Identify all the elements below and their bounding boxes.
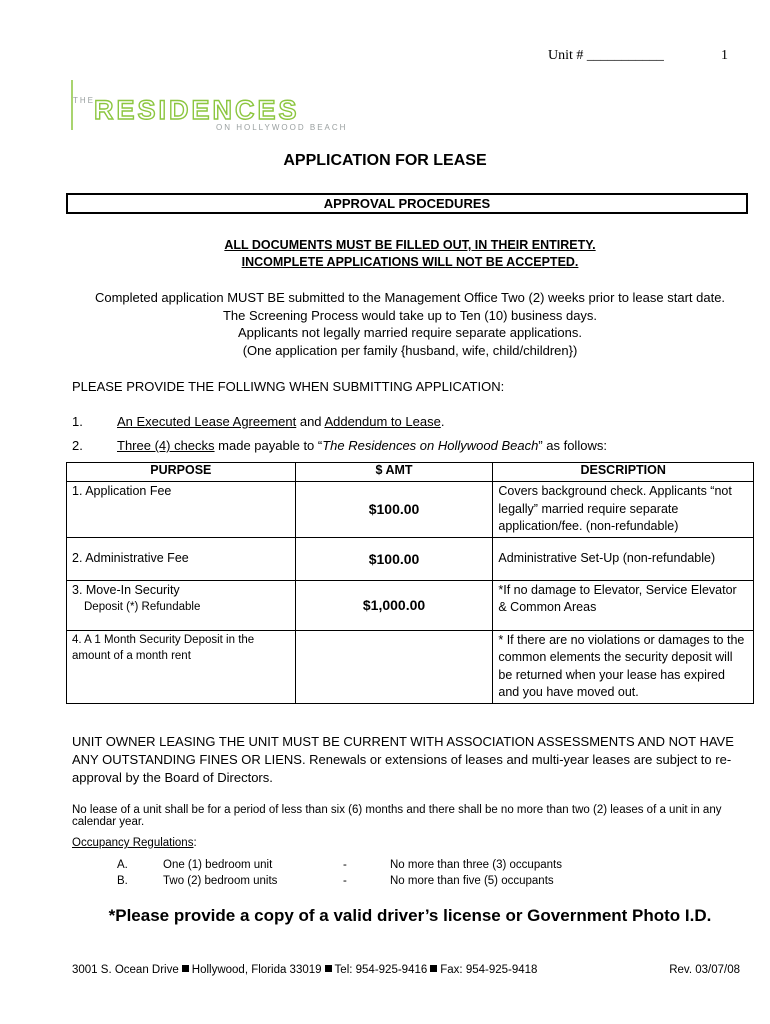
- bullet-square-icon: [430, 965, 437, 972]
- list-item: [117, 857, 737, 873]
- purpose-cell: [67, 580, 296, 630]
- bullet-square-icon: [325, 965, 332, 972]
- footer-revision: Rev. 03/07/08: [669, 964, 740, 976]
- purpose-text: 3. Move-In Security: [72, 582, 180, 597]
- warning-line-1: ALL DOCUMENTS MUST BE FILLED OUT, IN THEIR ENTIRETY.: [224, 238, 596, 252]
- purpose-text: 2. Administrative Fee: [72, 551, 189, 565]
- purpose-text: 4. A 1 Month Security Deposit in the amount of a month rent: [72, 633, 255, 662]
- occupancy-limit: No more than three (3) occupants: [390, 859, 562, 871]
- header-description: DESCRIPTION: [493, 463, 754, 482]
- lease-notice: No lease of a unit shall be for a period of less than six (6) months and there shall be no more than two (2) leases of a unit in any calendar year.: [72, 804, 722, 828]
- warning-line-2: INCOMPLETE APPLICATIONS WILL NOT BE ACCEPTED.: [241, 255, 579, 269]
- footer-tel: Tel: 954-925-9416: [334, 964, 428, 976]
- required-item-1: [72, 413, 752, 431]
- section-heading: APPROVAL PROCEDURES: [323, 196, 491, 211]
- description-cell: *If no damage to Elevator, Service Elevator & Common Areas: [493, 580, 754, 630]
- page-number: 1: [721, 48, 728, 63]
- bullet-square-icon: [182, 965, 189, 972]
- occupancy-heading-text: Occupancy Regulations: [72, 837, 194, 849]
- occupancy-unit: Two (2) bedroom units: [163, 875, 278, 887]
- amount-cell: $1,000.00: [295, 580, 493, 630]
- amount-cell: [295, 630, 493, 703]
- purpose-cell: [67, 630, 296, 703]
- item-checks: Three (4) checks: [117, 438, 215, 453]
- item-period: .: [440, 414, 445, 429]
- occupancy-letter: B.: [117, 875, 128, 887]
- page-title: APPLICATION FOR LEASE: [283, 152, 487, 169]
- amount-cell: $100.00: [295, 537, 493, 580]
- owner-notice: UNIT OWNER LEASING THE UNIT MUST BE CURRENT WITH ASSOCIATION ASSESSMENTS AND NOT HAVE ANY OUTSTANDING FINES OR LIENS. Renewals or extensions of leases and multi-year leases are subject to re-approval by the Board of Directors.: [72, 734, 734, 785]
- logo-name: RESIDENCES: [94, 95, 300, 125]
- occupancy-heading: [72, 837, 197, 849]
- unit-number-line: [548, 48, 738, 64]
- logo-graphic: [70, 80, 370, 132]
- fees-table: [66, 462, 754, 704]
- occupancy-table: [117, 857, 737, 893]
- item-payee: The Residences on Hollywood Beach: [322, 438, 539, 453]
- footer-address: 3001 S. Ocean Drive: [72, 964, 179, 976]
- item-connector: and: [296, 414, 325, 429]
- procedure-line: (One application per family {husband, wife, child/children}): [242, 342, 578, 358]
- id-notice: *Please provide a copy of a valid driver’s license or Government Photo I.D.: [108, 906, 712, 925]
- purpose-cell: [67, 537, 296, 580]
- procedure-line: Applicants not legally married require separate applications.: [238, 325, 582, 340]
- section-heading-box: [66, 193, 748, 214]
- item-number: 2.: [72, 438, 83, 453]
- table-row: [67, 482, 754, 538]
- item-follows: ” as follows:: [538, 438, 607, 453]
- item-payable-text: made payable to “: [214, 438, 323, 453]
- item-addendum: Addendum to Lease: [324, 414, 441, 429]
- unit-label: Unit # ___________: [548, 48, 664, 63]
- footer: [72, 964, 740, 976]
- occupancy-unit: One (1) bedroom unit: [163, 859, 273, 871]
- table-row: [67, 630, 754, 703]
- required-item-2: [72, 437, 752, 455]
- procedure-line: Completed application MUST BE submitted to the Management Office Two (2) weeks prior to lease start date.: [94, 290, 726, 305]
- occupancy-dash: -: [343, 859, 347, 871]
- description-cell: Covers background check. Applicants “not legally” married require separate application/fee. (non-refundable): [493, 482, 754, 538]
- table-row: [67, 537, 754, 580]
- procedure-line: The Screening Process would take up to Ten (10) business days.: [222, 307, 598, 323]
- header-amount: $ AMT: [295, 463, 493, 482]
- description-cell: * If there are no violations or damages to the common elements the security deposit will be returned when your lease has expired and you have moved out.: [493, 630, 754, 703]
- occupancy-colon: :: [193, 837, 197, 849]
- residences-logo: [70, 80, 370, 132]
- provide-heading: PLEASE PROVIDE THE FOLLIWNG WHEN SUBMITTING APPLICATION:: [72, 379, 505, 394]
- footer-fax: Fax: 954-925-9418: [440, 964, 538, 976]
- description-cell: Administrative Set-Up (non-refundable): [493, 537, 754, 580]
- warning-block: [0, 237, 770, 271]
- list-item: [117, 873, 737, 889]
- table-row: [67, 580, 754, 630]
- procedures-block: [0, 289, 770, 359]
- item-number: 1.: [72, 414, 83, 429]
- amount-cell: $100.00: [295, 482, 493, 538]
- logo-sub: ON HOLLYWOOD BEACH: [216, 123, 348, 132]
- occupancy-letter: A.: [117, 859, 128, 871]
- occupancy-dash: -: [343, 875, 347, 887]
- item-lease-agreement: An Executed Lease Agreement: [117, 414, 297, 429]
- footer-city: Hollywood, Florida 33019: [191, 964, 322, 976]
- purpose-subtext: Deposit (*) Refundable: [84, 600, 201, 613]
- table-header-row: [67, 463, 754, 482]
- purpose-cell: [67, 482, 296, 538]
- logo-the: THE: [73, 96, 95, 105]
- purpose-text: 1. Application Fee: [72, 484, 172, 498]
- header-purpose: PURPOSE: [67, 463, 296, 482]
- occupancy-limit: No more than five (5) occupants: [390, 875, 554, 887]
